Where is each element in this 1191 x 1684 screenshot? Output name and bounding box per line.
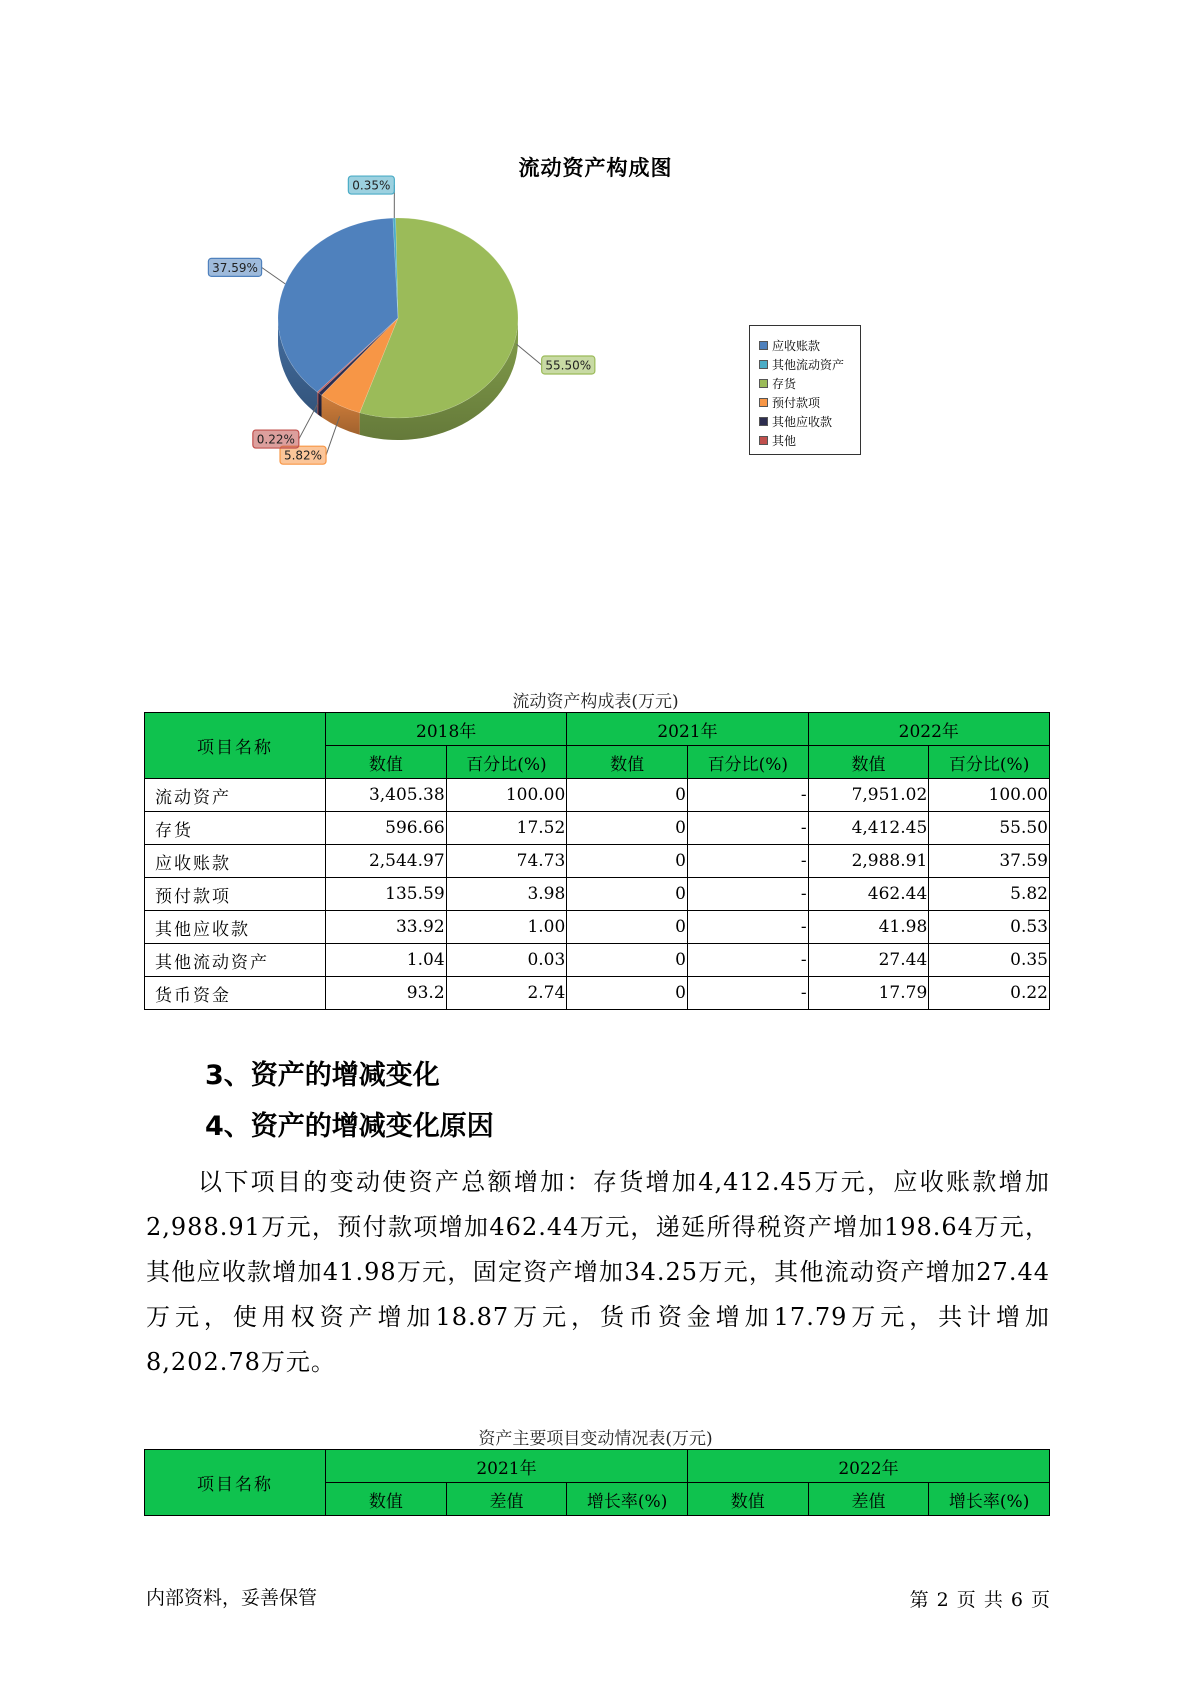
- cell: 74.73: [446, 845, 567, 878]
- section-heading: 3、资产的增减变化: [205, 1060, 440, 1091]
- subheader: 数值: [326, 1483, 447, 1516]
- label-leader-line: [262, 267, 286, 284]
- cell: 2.74: [446, 977, 567, 1010]
- table-row: [145, 845, 1050, 878]
- legend-label: 应收账款: [772, 339, 821, 353]
- cell: 27.44: [808, 944, 929, 977]
- cell: -: [687, 779, 808, 812]
- slice-value-label: [348, 176, 394, 194]
- slice-value-label: [280, 446, 326, 464]
- legend-item: [759, 412, 860, 431]
- row-name: 应收账款: [145, 845, 326, 878]
- cell: 17.52: [446, 812, 567, 845]
- cell: 2,544.97: [326, 845, 447, 878]
- table-row: [145, 878, 1050, 911]
- legend-label: 预付款项: [772, 396, 821, 410]
- legend-label: 存货: [772, 377, 797, 391]
- cell: 55.50: [929, 812, 1050, 845]
- header-name: 项目名称: [145, 1450, 326, 1516]
- legend-swatch: [759, 341, 768, 350]
- cell: 2,988.91: [808, 845, 929, 878]
- cell: 0.03: [446, 944, 567, 977]
- subheader: 增长率(%): [929, 1483, 1050, 1516]
- cell: 3.98: [446, 878, 567, 911]
- cell: 41.98: [808, 911, 929, 944]
- cell: 0: [567, 845, 688, 878]
- table-row: [145, 812, 1050, 845]
- pie-chart: [212, 178, 640, 475]
- cell: 596.66: [326, 812, 447, 845]
- cell: 0: [567, 944, 688, 977]
- cell: 1.04: [326, 944, 447, 977]
- cell: 5.82: [929, 878, 1050, 911]
- legend-item: [759, 431, 860, 450]
- header-year: 2022年: [808, 713, 1049, 746]
- slice-value-text: 55.50%: [545, 358, 592, 373]
- cell: 100.00: [929, 779, 1050, 812]
- subheader: 差值: [808, 1483, 929, 1516]
- chart-title: 流动资产构成图: [518, 156, 673, 180]
- cell: -: [687, 944, 808, 977]
- legend-swatch: [759, 417, 768, 426]
- legend-item: [759, 393, 860, 412]
- cell: 0: [567, 911, 688, 944]
- subheader: 数值: [687, 1483, 808, 1516]
- table1-caption: 流动资产构成表(万元): [512, 692, 679, 712]
- cell: 0.22: [929, 977, 1050, 1010]
- table-row: [145, 944, 1050, 977]
- cell: -: [687, 911, 808, 944]
- subheader: 数值: [567, 746, 688, 779]
- header-year: 2021年: [567, 713, 808, 746]
- pie-slice-shade: [318, 393, 321, 417]
- header-year: 2021年: [326, 1450, 688, 1483]
- section-heading: 4、资产的增减变化原因: [205, 1111, 494, 1142]
- legend-swatch: [759, 398, 768, 407]
- slice-value-text: 0.22%: [256, 432, 295, 447]
- cell: 462.44: [808, 878, 929, 911]
- subheader: 差值: [446, 1483, 567, 1516]
- subheader: 数值: [808, 746, 929, 779]
- table2-caption: 资产主要项目变动情况表(万元): [478, 1429, 713, 1449]
- legend-label: 其他流动资产: [772, 358, 845, 372]
- slice-value-text: 5.82%: [283, 448, 323, 463]
- legend-item: [759, 336, 860, 355]
- label-leader-line: [299, 403, 318, 439]
- legend-label: 其他应收款: [772, 415, 833, 429]
- row-name: 货币资金: [145, 977, 326, 1010]
- row-name: 其他应收款: [145, 911, 326, 944]
- legend-item: [759, 355, 860, 374]
- cell: 0: [567, 977, 688, 1010]
- subheader: 百分比(%): [929, 746, 1050, 779]
- table-row: [145, 911, 1050, 944]
- row-name: 存货: [145, 812, 326, 845]
- cell: 0: [567, 812, 688, 845]
- cell: 33.92: [326, 911, 447, 944]
- header-year: 2022年: [687, 1450, 1049, 1483]
- legend-swatch: [759, 436, 768, 445]
- cell: 3,405.38: [326, 779, 447, 812]
- cell: 0.53: [929, 911, 1050, 944]
- cell: 7,951.02: [808, 779, 929, 812]
- cell: -: [687, 878, 808, 911]
- cell: 93.2: [326, 977, 447, 1010]
- legend-label: 其他: [772, 434, 797, 448]
- chart-legend: [749, 325, 861, 455]
- slice-value-label: [208, 258, 261, 276]
- slice-value-label: [253, 430, 299, 448]
- row-name: 其他流动资产: [145, 944, 326, 977]
- cell: 17.79: [808, 977, 929, 1010]
- slice-value-text: 37.59%: [212, 260, 258, 275]
- cell: 0: [567, 878, 688, 911]
- legend-item: [759, 374, 860, 393]
- label-leader-line: [517, 344, 542, 365]
- subheader: 百分比(%): [687, 746, 808, 779]
- row-name: 预付款项: [145, 878, 326, 911]
- cell: 0: [567, 779, 688, 812]
- page-number: 第 2 页 共 6 页: [909, 1589, 1050, 1611]
- slice-value-text: 0.35%: [352, 178, 391, 193]
- cell: 135.59: [326, 878, 447, 911]
- asset-change-table: [144, 1449, 1050, 1516]
- table-row: [145, 779, 1050, 812]
- cell: 4,412.45: [808, 812, 929, 845]
- slice-value-label: [542, 356, 595, 374]
- cell: 100.00: [446, 779, 567, 812]
- cell: 1.00: [446, 911, 567, 944]
- legend-swatch: [759, 360, 768, 369]
- cell: -: [687, 812, 808, 845]
- table-row: [145, 977, 1050, 1010]
- body-paragraph: 以下项目的变动使资产总额增加：存货增加4,412.45万元，应收账款增加2,988.91万元，预付款项增加462.44万元，递延所得税资产增加198.64万元，其他应收款增加41.98万元，固定资产增加34.25万元，其他流动资产增加27.44万元，使用权资产增加18.87万元，货币资金增加17.79万元，共计增加8,202.78万元。: [146, 1168, 1050, 1376]
- cell: -: [687, 977, 808, 1010]
- row-name: 流动资产: [145, 779, 326, 812]
- subheader: 数值: [326, 746, 447, 779]
- cell: 0.35: [929, 944, 1050, 977]
- footer-confidential: 内部资料，妥善保管: [146, 1587, 318, 1609]
- subheader: 百分比(%): [446, 746, 567, 779]
- cell: 37.59: [929, 845, 1050, 878]
- legend-swatch: [759, 379, 768, 388]
- header-name: 项目名称: [145, 713, 326, 779]
- subheader: 增长率(%): [567, 1483, 688, 1516]
- current-assets-table: [144, 712, 1050, 1010]
- header-year: 2018年: [326, 713, 567, 746]
- cell: -: [687, 845, 808, 878]
